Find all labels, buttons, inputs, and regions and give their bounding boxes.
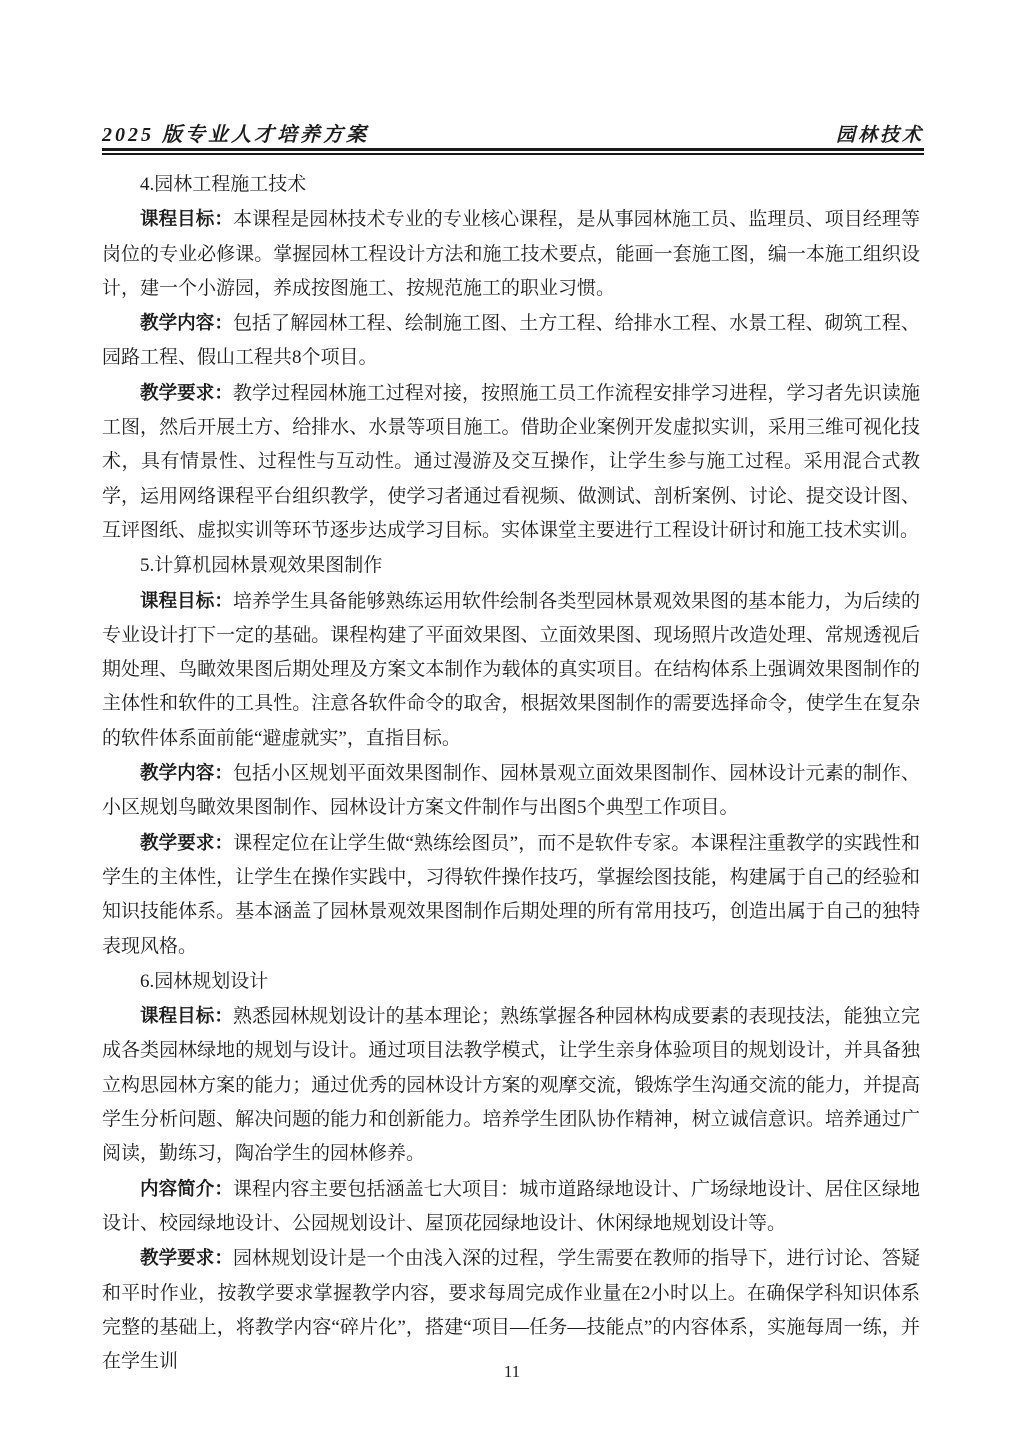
section-heading	[102, 548, 920, 583]
paragraph	[102, 826, 920, 964]
page-footer	[0, 1362, 1024, 1382]
header-rule-thin	[102, 153, 924, 155]
paragraph	[102, 756, 920, 826]
paragraph	[102, 202, 920, 306]
paragraph	[102, 1241, 920, 1379]
paragraph-text: 教学过程园林施工过程对接，按照施工员工作流程安排学习进程，学习者先识读施工图，然后开展土方、给排水、水景等项目施工。借助企业案例开发虚拟实训，采用三维可视化技术，具有情景性、过程性与互动性。通过漫游及交互操作，让学生参与施工过程。采用混合式教学，运用网络课程平台组织教学，使学习者通过看视频、做测试、剖析案例、讨论、提交设计图、互评图纸、虚拟实训等环节逐步达成学习目标。实体课堂主要进行工程设计研讨和施工技术实训。	[102, 382, 920, 541]
document-body	[102, 167, 920, 1379]
page-number: 11	[503, 1362, 521, 1381]
paragraph-label: 教学要求：	[140, 831, 234, 853]
paragraph-label: 教学要求：	[140, 381, 233, 403]
paragraph-text: 园林规划设计是一个由浅入深的过程，学生需要在教师的指导下，进行讨论、答疑和平时作业，按教学要求掌握教学内容，要求每周完成作业量在2小时以上。在确保学科知识体系完整的基础上，将教学内容“碎片化”，搭建“项目—任务—技能点”的内容体系，实施每周一练，并在学生训	[102, 1248, 920, 1373]
paragraph-label: 教学内容：	[140, 312, 233, 334]
paragraph-text: 包括了解园林工程、绘制施工图、土方工程、给排水工程、水景工程、砌筑工程、园路工程、假山工程共8个项目。	[102, 313, 920, 369]
paragraph-label: 课程目标：	[140, 589, 233, 611]
paragraph-text: 5.计算机园林景观效果图制作	[140, 555, 383, 577]
paragraph-text: 包括小区规划平面效果图制作、园林景观立面效果图制作、园林设计元素的制作、小区规划鸟瞰效果图制作、园林设计方案文件制作与出图5个典型工作项目。	[102, 763, 920, 819]
paragraph-label: 教学内容：	[140, 762, 233, 784]
header-title: 2025 版专业人才培养方案	[102, 124, 369, 146]
section-heading	[102, 964, 920, 999]
section-heading	[102, 167, 920, 202]
paragraph-text: 课程定位在让学生做“熟练绘图员”，而不是软件专家。本课程注重教学的实践性和学生的主体性，让学生在操作实践中，习得软件操作技巧，掌握绘图技能，构建属于自己的经验和知识技能体系。基本涵盖了园林景观效果图制作后期处理的所有常用技巧，创造出属于自己的独特表现风格。	[102, 832, 920, 957]
paragraph-text: 6.园林规划设计	[140, 970, 269, 992]
paragraph	[102, 306, 920, 376]
header-rule-thick	[102, 148, 924, 151]
paragraph-label: 教学要求：	[140, 1247, 233, 1269]
paragraph-label: 课程目标：	[140, 208, 233, 230]
paragraph-text: 培养学生具备能够熟练运用软件绘制各类型园林景观效果图的基本能力，为后续的专业设计打下一定的基础。课程构建了平面效果图、立面效果图、现场照片改造处理、常规透视后期处理、鸟瞰效果图后期处理及方案文本制作为载体的真实项目。在结构体系上强调效果图制作的主体性和软件的工具性。注意各软件命令的取舍，根据效果图制作的需要选择命令，使学生在复杂的软件体系面前能“避虚就实”，直指目标。	[102, 590, 920, 749]
paragraph-text: 4.园林工程施工技术	[140, 174, 307, 195]
paragraph	[102, 999, 920, 1171]
paragraph	[102, 376, 920, 548]
paragraph-text: 熟悉园林规划设计的基本理论；熟练掌握各种园林构成要素的表现技法，能独立完成各类园林绿地的规划与设计。通过项目法教学模式，让学生亲身体验项目的规划设计，并具备独立构思园林方案的能力；通过优秀的园林设计方案的观摩交流，锻炼学生沟通交流的能力，并提高学生分析问题、解决问题的能力和创新能力。培养学生团队协作精神，树立诚信意识。培养通过广阅读，勤练习，陶冶学生的园林修养。	[102, 1006, 920, 1165]
header-rule	[102, 148, 924, 155]
page-header	[102, 118, 924, 147]
paragraph-text: 课程内容主要包括涵盖七大项目：城市道路绿地设计、广场绿地设计、居住区绿地设计、校园绿地设计、公园规划设计、屋顶花园绿地设计、休闲绿地规划设计等。	[102, 1178, 920, 1234]
paragraph-label: 内容简介：	[140, 1177, 233, 1199]
paragraph	[102, 584, 920, 756]
paragraph-label: 课程目标：	[140, 1005, 233, 1027]
header-subject: 园林技术	[835, 125, 924, 146]
paragraph-text: 本课程是园林技术专业的专业核心课程，是从事园林施工员、监理员、项目经理等岗位的专业必修课。掌握园林工程设计方法和施工技术要点，能画一套施工图，编一本施工组织设计，建一个小游园，养成按图施工、按规范施工的职业习惯。	[102, 209, 920, 299]
paragraph	[102, 1172, 920, 1242]
